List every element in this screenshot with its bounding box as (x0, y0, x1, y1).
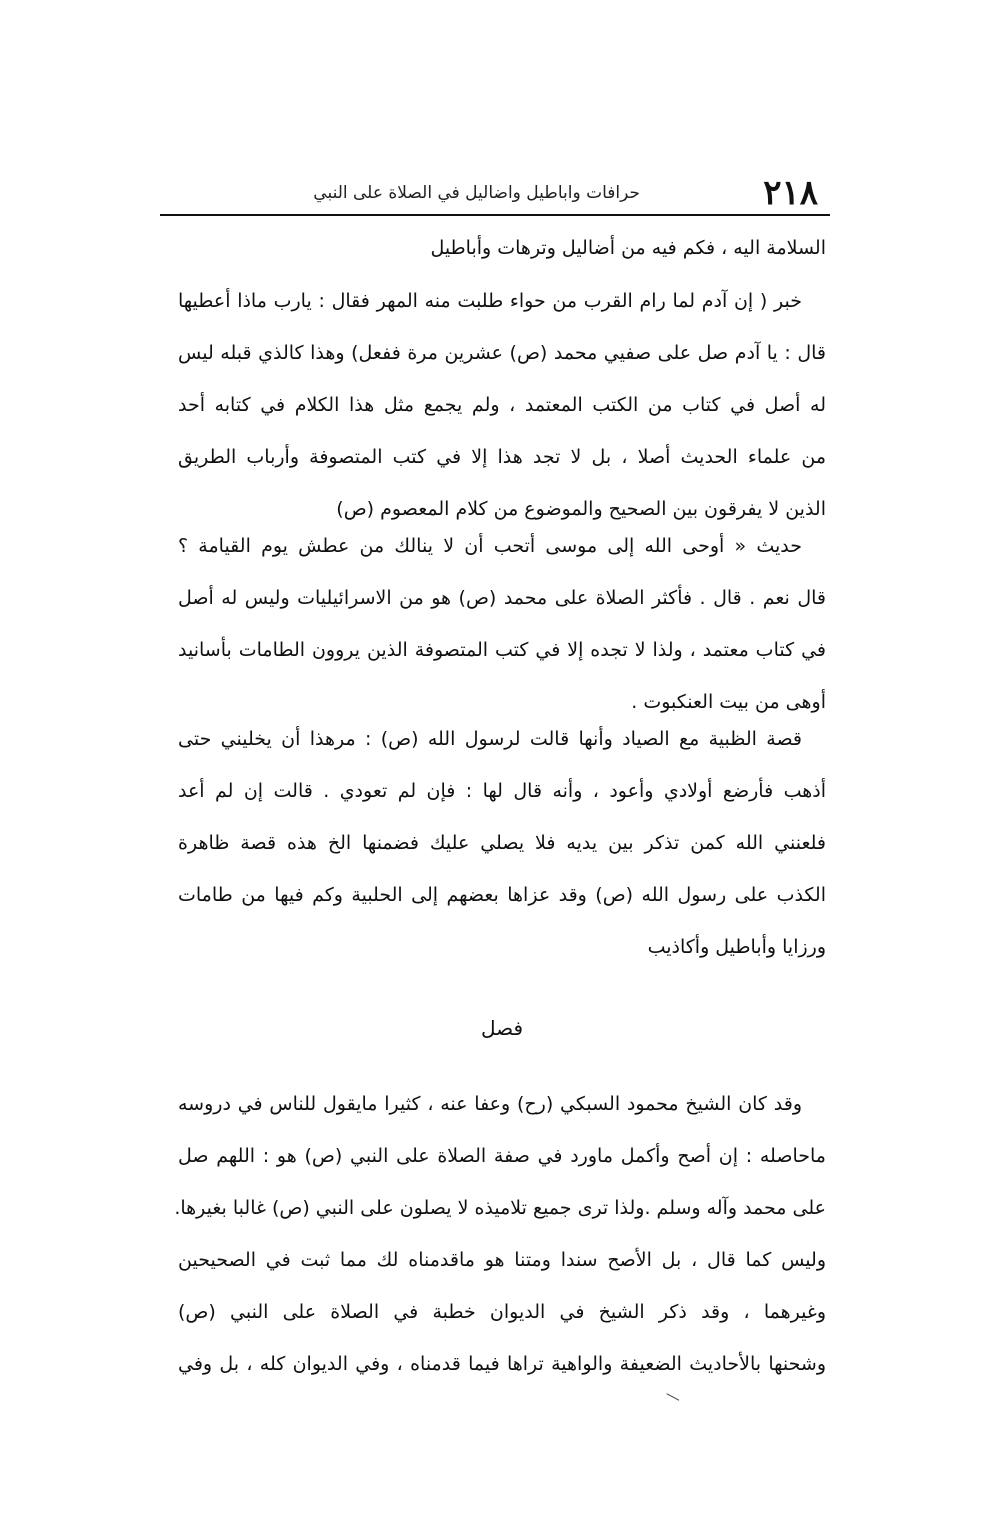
text-line: وليس كما قال ، بل الأصح سندا ومتنا هو ماقدمناه لك مما ثبت في الصحيحين (178, 1249, 826, 1271)
running-title: حرافات واباطيل واضاليل في الصلاة على النبي (313, 183, 640, 203)
text-line: قال : يا آدم صل على صفيي محمد (ص) عشرين مرة ففعل) وهذا كالذي قبله ليس (178, 342, 826, 364)
paragraph-2 (178, 289, 826, 549)
section-title: فصل (480, 1016, 524, 1040)
page-number: ٢١٨ (763, 173, 818, 213)
text-line: من علماء الحديث أصلا ، بل لا تجد هذا إلا في كتب المتصوفة وأرباب الطريق (178, 446, 826, 468)
text-line: قصة الظبية مع الصياد وأنها قالت لرسول الله (ص) : مرهذا أن يخليني حتى (178, 728, 802, 750)
text-line: وغيرهما ، وقد ذكر الشيخ في الديوان خطبة في الصلاة على النبي (ص) (178, 1301, 826, 1323)
text-line: في كتاب معتمد ، ولذا لا تجده إلا في كتب المتصوفة الذين يروون الطامات بأسانيد (178, 639, 826, 661)
text-line: فلعنني الله كمن تذكر بين يديه فلا يصلي عليك فضمنها الخ هذه قصة ظاهرة (178, 832, 826, 854)
paragraph-1 (178, 236, 826, 288)
paragraph-3 (178, 534, 826, 742)
text-line: على محمد وآله وسلم .ولذا ترى جميع تلاميذه لا يصلون على النبي (ص) غالبا بغيرها. (174, 1197, 826, 1219)
text-line: أوهى من بيت العنكبوت . (631, 691, 826, 713)
text-line: خبر ( إن آدم لما رام القرب من حواء طلبت منه المهر فقال : يارب ماذا أعطيها (178, 290, 802, 312)
text-line: ماحاصله : إن أصح وأكمل ماورد في صفة الصلاة على النبي (ص) هو : اللهم صل (178, 1145, 826, 1167)
section-paragraph (174, 1092, 826, 1404)
text-line: حديث « أوحى الله إلى موسى أتحب أن لا ينالك من عطش يوم القيامة ؟ (178, 535, 802, 557)
text-line: ورزايا وأباطيل وأكاذيب (647, 936, 826, 958)
text-line: الكذب على رسول الله (ص) وقد عزاها بعضهم إلى الحلبية وكم فيها من طامات (178, 884, 826, 906)
text-line: الذين لا يفرقون بين الصحيح والموضوع من كلام المعصوم (ص) (336, 498, 826, 520)
text-line: وشحنها بالأحاديث الضعيفة والواهية تراها فيما قدمناه ، وفي الديوان كله ، بل وفي (178, 1353, 826, 1375)
page-header (160, 172, 830, 214)
text-line: أذهب فأرضع أولادي وأعود ، وأنه قال لها : فإن لم تعودي . قالت إن لم أعد (178, 780, 826, 802)
text-line: له أصل في كتاب من الكتب المعتمد ، ولم يجمع مثل هذا الكلام في كتابه أحد (178, 394, 826, 416)
text-line: قال نعم . قال . فأكثر الصلاة على محمد (ص) هو من الاسرائيليات وليس له أصل (178, 587, 826, 609)
header-rule (160, 214, 830, 216)
text-line: وقد كان الشيخ محمود السبكي (رح) وعفا عنه ، كثيرا مايقول للناس في دروسه (178, 1093, 802, 1115)
text-line: السلامة اليه ، فكم فيه من أضاليل وترهات وأباطيل (430, 237, 826, 259)
paragraph-4 (178, 727, 826, 987)
